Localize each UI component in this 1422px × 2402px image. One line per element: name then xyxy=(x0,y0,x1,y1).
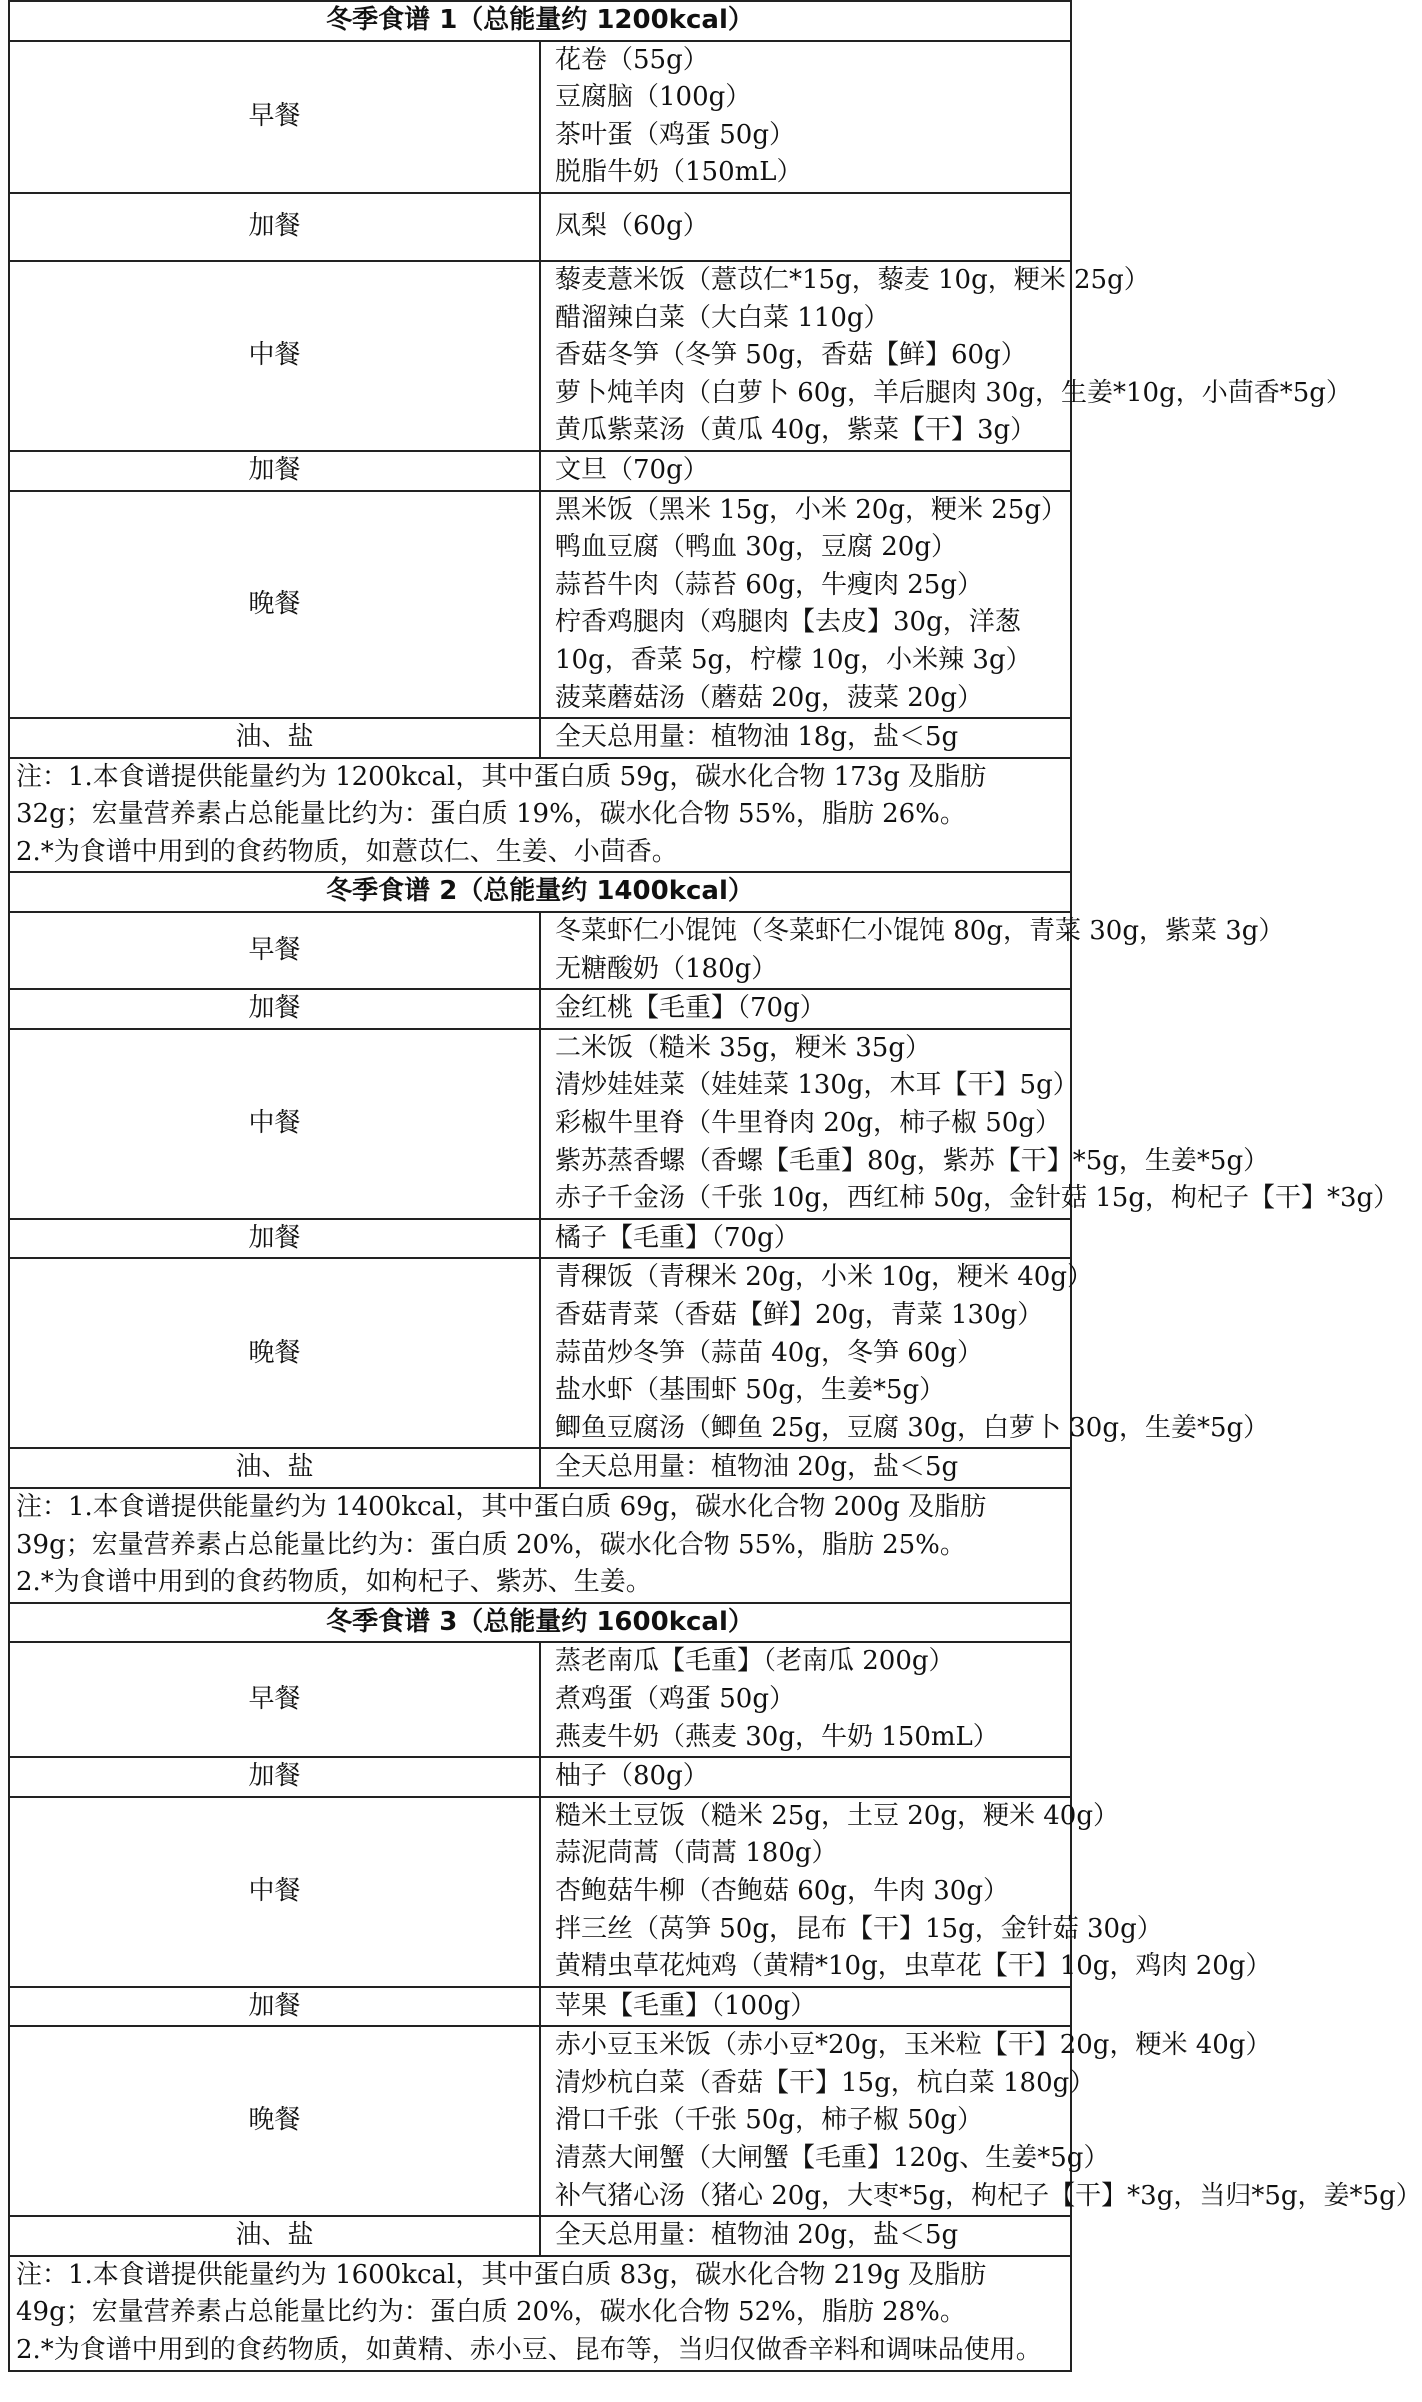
meal-items xyxy=(540,1448,1071,1488)
dish-item: 蒜苔牛肉（蒜苔 60g，牛瘦肉 25g） xyxy=(555,569,983,600)
menu-notes xyxy=(9,2256,1071,2371)
meal-name: 晚餐 xyxy=(9,491,540,719)
meal-items xyxy=(540,1987,1071,2027)
note-text: 2.*为食谱中用到的食药物质，如枸杞子、紫苏、生姜。 xyxy=(16,1567,652,1598)
dish-item: 糙米土豆饭（糙米 25g，土豆 20g，粳米 40g） xyxy=(555,1800,1119,1831)
meal-items xyxy=(540,718,1071,758)
meal-items xyxy=(540,491,1071,719)
meal-name: 加餐 xyxy=(9,1757,540,1797)
meal-name: 油、盐 xyxy=(9,2216,540,2256)
meal-row-breakfast xyxy=(9,1642,1071,1757)
dish-item: 黄精虫草花炖鸡（黄精*10g，虫草花【干】10g，鸡肉 20g） xyxy=(555,1951,1272,1982)
meal-name: 加餐 xyxy=(9,989,540,1029)
dish-item: 花卷（55g） xyxy=(555,44,709,75)
meal-items xyxy=(540,1797,1272,1987)
note-text: 2.*为食谱中用到的食药物质，如薏苡仁、生姜、小茴香。 xyxy=(16,836,678,867)
meal-name: 加餐 xyxy=(9,193,540,261)
meal-items xyxy=(540,1757,1071,1797)
dish-item: 金红桃【毛重】（70g） xyxy=(555,993,826,1024)
dish-item: 橘子【毛重】（70g） xyxy=(555,1222,800,1253)
menu-title: 冬季食谱 2（总能量约 1400kcal） xyxy=(9,872,1071,912)
dish-item: 全天总用量：植物油 20g，盐＜5g xyxy=(555,2220,959,2251)
meal-row-snack xyxy=(9,1757,1071,1797)
meal-items xyxy=(540,193,1071,261)
dish-item: 青稞饭（青稞米 20g，小米 10g，粳米 40g） xyxy=(555,1262,1093,1293)
dish-item: 蒜苗炒冬笋（蒜苗 40g，冬笋 60g） xyxy=(555,1337,983,1368)
dish-item: 醋溜辣白菜（大白菜 110g） xyxy=(555,302,890,333)
dish-item: 盐水虾（基围虾 50g，生姜*5g） xyxy=(555,1375,946,1406)
dish-item: 补气猪心汤（猪心 20g，大枣*5g，枸杞子【干】*3g，当归*5g，姜*5g） xyxy=(555,2180,1422,2211)
meal-row-breakfast xyxy=(9,912,1071,989)
dish-item: 鲫鱼豆腐汤（鲫鱼 25g，豆腐 30g，白萝卜 30g，生姜*5g） xyxy=(555,1412,1270,1443)
dish-item: 菠菜蘑菇汤（蘑菇 20g，菠菜 20g） xyxy=(555,682,983,713)
dish-item: 凤梨（60g） xyxy=(555,211,709,242)
menu-title: 冬季食谱 3（总能量约 1600kcal） xyxy=(9,1603,1071,1643)
dish-item: 无糖酸奶（180g） xyxy=(555,953,778,984)
dish-item: 全天总用量：植物油 20g，盐＜5g xyxy=(555,1452,959,1483)
dish-item: 煮鸡蛋（鸡蛋 50g） xyxy=(555,1683,795,1714)
meal-row-lunch xyxy=(9,261,1071,451)
dish-item: 香菇冬笋（冬笋 50g，香菇【鲜】60g） xyxy=(555,340,1027,371)
meal-row-snack xyxy=(9,451,1071,491)
dish-item: 清炒娃娃菜（娃娃菜 130g，木耳【干】5g） xyxy=(555,1070,1079,1101)
meal-name: 中餐 xyxy=(9,1029,540,1219)
meal-name: 中餐 xyxy=(9,1797,540,1987)
menu-title-row xyxy=(9,872,1071,912)
menu-notes xyxy=(9,1488,1071,1603)
dish-item: 豆腐脑（100g） xyxy=(555,82,752,113)
dish-item: 全天总用量：植物油 18g，盐＜5g xyxy=(555,722,959,753)
dish-item: 黑米饭（黑米 15g，小米 20g，粳米 25g） xyxy=(555,494,1067,525)
meal-row-breakfast xyxy=(9,41,1071,193)
dish-item: 香菇青菜（香菇【鲜】20g，青菜 130g） xyxy=(555,1300,1044,1330)
meal-row-dinner xyxy=(9,2026,1071,2216)
meal-name: 油、盐 xyxy=(9,1448,540,1488)
dish-item: 拌三丝（莴笋 50g，昆布【干】15g，金针菇 30g） xyxy=(555,1913,1163,1944)
meal-name: 加餐 xyxy=(9,1219,540,1259)
meal-items xyxy=(540,451,1071,491)
meal-row-dinner xyxy=(9,1258,1071,1448)
meal-items xyxy=(540,261,1352,451)
menu-note-row xyxy=(9,758,1071,873)
meal-name: 晚餐 xyxy=(9,1258,540,1448)
meal-items xyxy=(540,1642,1071,1757)
dish-item: 紫苏蒸香螺（香螺【毛重】80g，紫苏【干】*5g，生姜*5g） xyxy=(555,1145,1270,1176)
meal-items xyxy=(540,41,1071,193)
meal-items xyxy=(540,912,1285,989)
meal-name: 早餐 xyxy=(9,41,540,193)
dish-item: 文旦（70g） xyxy=(555,454,709,485)
meal-items xyxy=(540,1258,1270,1448)
meal-row-snack xyxy=(9,193,1071,261)
dish-item: 彩椒牛里脊（牛里脊肉 20g，柿子椒 50g） xyxy=(555,1108,1061,1139)
meal-row-oil-salt xyxy=(9,718,1071,758)
dish-item: 柚子（80g） xyxy=(555,1761,709,1792)
meal-row-oil-salt xyxy=(9,1448,1071,1488)
dish-item: 柠香鸡腿肉（鸡腿肉【去皮】30g，洋葱 10g，香菜 5g，柠檬 10g，小米辣 3g） xyxy=(555,607,1032,675)
meal-row-oil-salt xyxy=(9,2216,1071,2256)
dish-item: 清炒杭白菜（香菇【干】15g，杭白菜 180g） xyxy=(555,2067,1096,2098)
dish-item: 赤子千金汤（千张 10g，西红柿 50g，金针菇 15g，枸杞子【干】*3g） xyxy=(555,1183,1400,1214)
menu-note-row xyxy=(9,1488,1071,1603)
meal-items xyxy=(540,1219,1071,1259)
menu-title-row xyxy=(9,1603,1071,1643)
dish-item: 蒜泥茼蒿（茼蒿 180g） xyxy=(555,1838,838,1869)
dish-item: 藜麦薏米饭（薏苡仁*15g，藜麦 10g，粳米 25g） xyxy=(555,264,1150,295)
dish-item: 二米饭（糙米 35g，粳米 35g） xyxy=(555,1032,931,1063)
meal-row-lunch xyxy=(9,1029,1071,1219)
meal-row-snack xyxy=(9,989,1071,1029)
meal-items xyxy=(540,2026,1422,2216)
dish-item: 蒸老南瓜【毛重】（老南瓜 200g） xyxy=(555,1646,955,1677)
meal-name: 加餐 xyxy=(9,1987,540,2027)
meal-name: 加餐 xyxy=(9,451,540,491)
meal-row-lunch xyxy=(9,1797,1071,1987)
menu-title: 冬季食谱 1（总能量约 1200kcal） xyxy=(9,1,1071,41)
note-text: 2.*为食谱中用到的食药物质，如黄精、赤小豆、昆布等，当归仅做香辛料和调味品使用。 xyxy=(16,2335,1042,2366)
meal-row-snack xyxy=(9,1987,1071,2027)
meal-name: 早餐 xyxy=(9,912,540,989)
dish-item: 鸭血豆腐（鸭血 30g，豆腐 20g） xyxy=(555,532,957,563)
note-text: 注：1.本食谱提供能量约为 1400kcal，其中蛋白质 69g，碳水化合物 200g 及脂肪 39g；宏量营养素占总能量比约为：蛋白质 20%，碳水化合物 55%，脂肪 25%。 xyxy=(16,1491,987,1560)
note-text: 注：1.本食谱提供能量约为 1600kcal，其中蛋白质 83g，碳水化合物 219g 及脂肪 49g；宏量营养素占总能量比约为：蛋白质 20%，碳水化合物 52%，脂肪 28%。 xyxy=(16,2259,987,2328)
meal-name: 中餐 xyxy=(9,261,540,451)
dish-item: 黄瓜紫菜汤（黄瓜 40g，紫菜【干】3g） xyxy=(555,415,1037,446)
note-text: 注：1.本食谱提供能量约为 1200kcal，其中蛋白质 59g，碳水化合物 173g 及脂肪 32g；宏量营养素占总能量比约为：蛋白质 19%，碳水化合物 55%，脂肪 26%。 xyxy=(16,761,987,830)
meal-row-snack xyxy=(9,1219,1071,1259)
dish-item: 滑口千张（千张 50g，柿子椒 50g） xyxy=(555,2105,983,2136)
meal-name: 晚餐 xyxy=(9,2026,540,2216)
dish-item: 苹果【毛重】（100g） xyxy=(555,1990,817,2021)
meal-items xyxy=(540,1029,1400,1219)
dish-item: 清蒸大闸蟹（大闸蟹【毛重】120g、生姜*5g） xyxy=(555,2143,1110,2174)
meal-name: 油、盐 xyxy=(9,718,540,758)
dish-item: 赤小豆玉米饭（赤小豆*20g，玉米粒【干】20g，粳米 40g） xyxy=(555,2030,1272,2061)
meal-items xyxy=(540,2216,1071,2256)
dish-item: 杏鲍菇牛柳（杏鲍菇 60g，牛肉 30g） xyxy=(555,1875,1009,1906)
dish-item: 燕麦牛奶（燕麦 30g，牛奶 150mL） xyxy=(555,1721,999,1752)
menu-notes xyxy=(9,758,1071,873)
meal-row-dinner xyxy=(9,491,1071,719)
menu-title-row xyxy=(9,1,1071,41)
dish-item: 茶叶蛋（鸡蛋 50g） xyxy=(555,119,795,150)
dish-item: 萝卜炖羊肉（白萝卜 60g，羊后腿肉 30g，生姜*10g，小茴香*5g） xyxy=(555,377,1352,408)
menu-note-row xyxy=(9,2256,1071,2371)
meal-name: 早餐 xyxy=(9,1642,540,1757)
dish-item: 脱脂牛奶（150mL） xyxy=(555,157,803,188)
recipe-table xyxy=(8,0,1422,2372)
meal-items xyxy=(540,989,1071,1029)
dish-item: 冬菜虾仁小馄饨（冬菜虾仁小馄饨 80g，青菜 30g，紫菜 3g） xyxy=(555,916,1285,947)
